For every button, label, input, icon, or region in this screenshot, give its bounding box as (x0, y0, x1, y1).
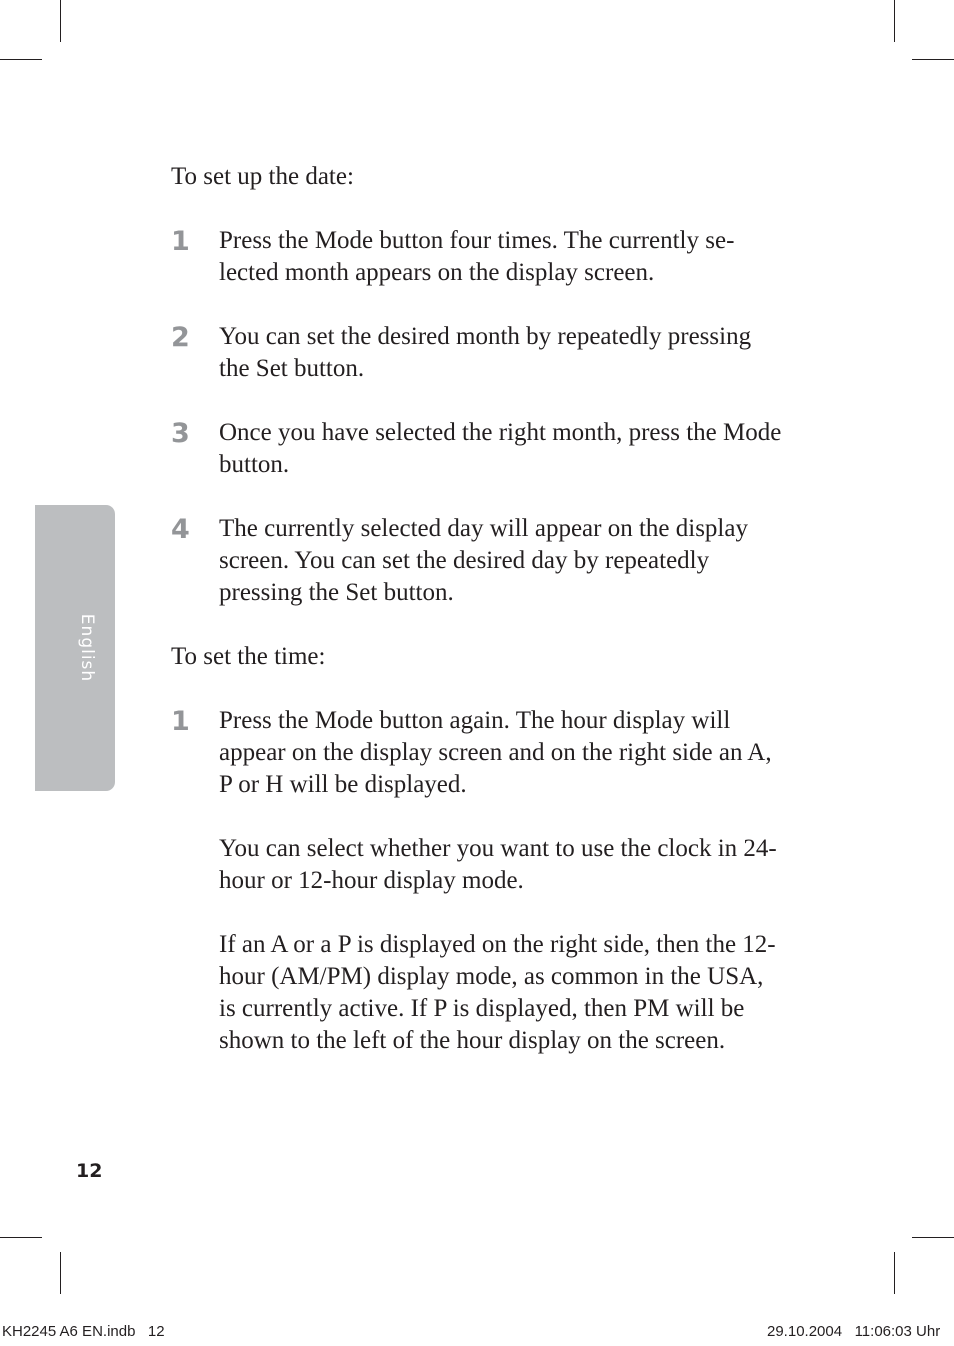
crop-mark (60, 0, 61, 42)
step-item (171, 321, 786, 385)
page-number: 12 (76, 1160, 103, 1182)
page-content (171, 161, 786, 1089)
section-heading: To set the time: (171, 643, 326, 670)
step-list (171, 225, 786, 609)
step-item (171, 705, 786, 1057)
step-text: Press the Mode button again. The hour display will appear on the display screen and on the right side an A, P or H will be displayed. (219, 707, 772, 798)
crop-mark (894, 0, 895, 42)
step-text: The currently selected day will appear on the display screen. You can set the desired day by repeatedly pressing the Set button. (219, 515, 748, 606)
crop-mark (0, 1237, 42, 1238)
step-number: 3 (171, 418, 190, 449)
crop-mark (912, 59, 954, 60)
language-tab (35, 505, 115, 791)
step-item (171, 513, 786, 609)
crop-mark (894, 1252, 895, 1294)
step-list (171, 705, 786, 1057)
step-number: 1 (171, 706, 190, 737)
print-slug-file: KH2245 A6 EN.indb 12 (2, 1323, 165, 1340)
crop-mark (0, 59, 42, 60)
step-number: 1 (171, 226, 190, 257)
step-item (171, 225, 786, 289)
language-tab-label: English (77, 613, 97, 683)
step-number: 4 (171, 514, 190, 545)
step-item (171, 417, 786, 481)
crop-mark (912, 1237, 954, 1238)
step-text: You can set the desired month by repeatedly pressing the Set button. (219, 323, 752, 382)
print-slug-timestamp: 29.10.2004 11:06:03 Uhr (767, 1323, 941, 1340)
step-text: You can select whether you want to use the clock in 24-hour or 12-hour display mode. (219, 835, 777, 894)
section-heading: To set up the date: (171, 163, 354, 190)
step-text: If an A or a P is displayed on the right side, then the 12-hour (AM/PM) display mode, as common in the USA, is currently active. If P is displayed, then PM will be shown to the left of the hour display on the screen. (219, 931, 776, 1054)
step-number: 2 (171, 322, 190, 353)
crop-mark (60, 1252, 61, 1294)
step-text: Once you have selected the right month, press the Mode button. (219, 419, 782, 478)
step-text: Press the Mode button four times. The currently se-lected month appears on the display screen. (219, 227, 735, 286)
